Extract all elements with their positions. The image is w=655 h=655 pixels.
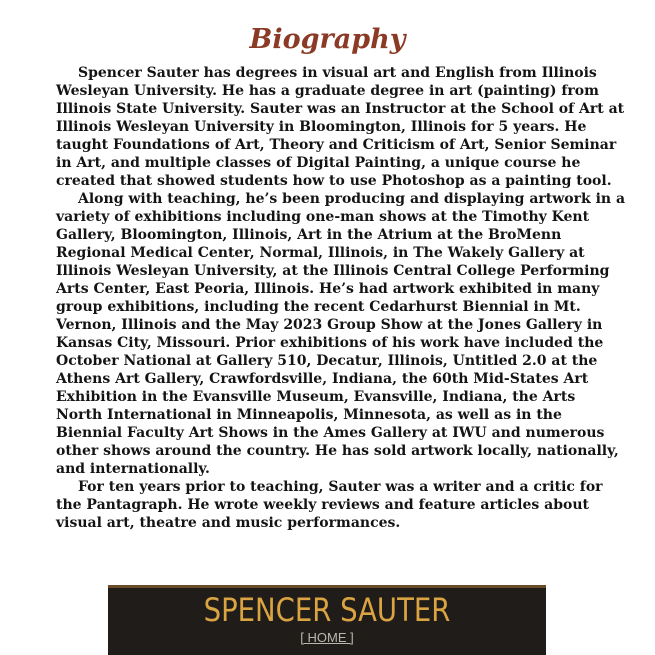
bio-paragraph-education: Spencer Sauter has degrees in visual art and English from Illinois Wesleyan University. He has a graduate degree in art (painting) from Illinois State University. Sauter was an Instructor at the School of Art at Illinois Wesleyan University in Bloomington, Illinois for 5 years. He taught Foundations of Art, Theory and Criticism of Art, Senior Seminar in Art, and multiple classes of Digital Painting, a unique course he created that showed students how to use Photoshop as a painting tool. [56,65,625,189]
home-link[interactable]: [ HOME ] [300,630,354,645]
footer-banner [108,585,546,655]
biography-text [56,64,626,532]
bio-paragraph-writing: For ten years prior to teaching, Sauter was a writer and a critic for the Pantagraph. He wrote weekly reviews and feature articles about visual art, theatre and music performances. [56,479,603,531]
bio-paragraph-exhibitions: Along with teaching, he’s been producing and displaying artwork in a variety of exhibitions including one-man shows at the Timothy Kent Gallery, Bloomington, Illinois, Art in the Atrium at the BroMenn Regional Medical Center, Normal, Illinois, in The Wakely Gallery at Illinois Wesleyan University, at the Illinois Central College Performing Arts Center, East Peoria, Illinois. He’s had artwork exhibited in many group exhibitions, including the recent Cedarhurst Biennial in Mt. Vernon, Illinois and the May 2023 Group Show at the Jones Gallery in Kansas City, Missouri. Prior exhibitions of his work have included the October National at Gallery 510, Decatur, Illinois, Untitled 2.0 at the Athens Art Gallery, Crawfordsville, Indiana, the 60th Mid-States Art Exhibition in the Evansville Museum, Evansville, Indiana, the Arts North International in Minneapolis, Minnesota, as well as in the Biennial Faculty Art Shows in the Ames Gallery at IWU and numerous other shows around the country. He has sold artwork locally, nationally, and internationally. [56,191,626,477]
page-title: Biography [249,24,406,55]
home-nav [108,630,546,646]
artist-name-logo: SPENCER SAUTER [203,591,451,629]
